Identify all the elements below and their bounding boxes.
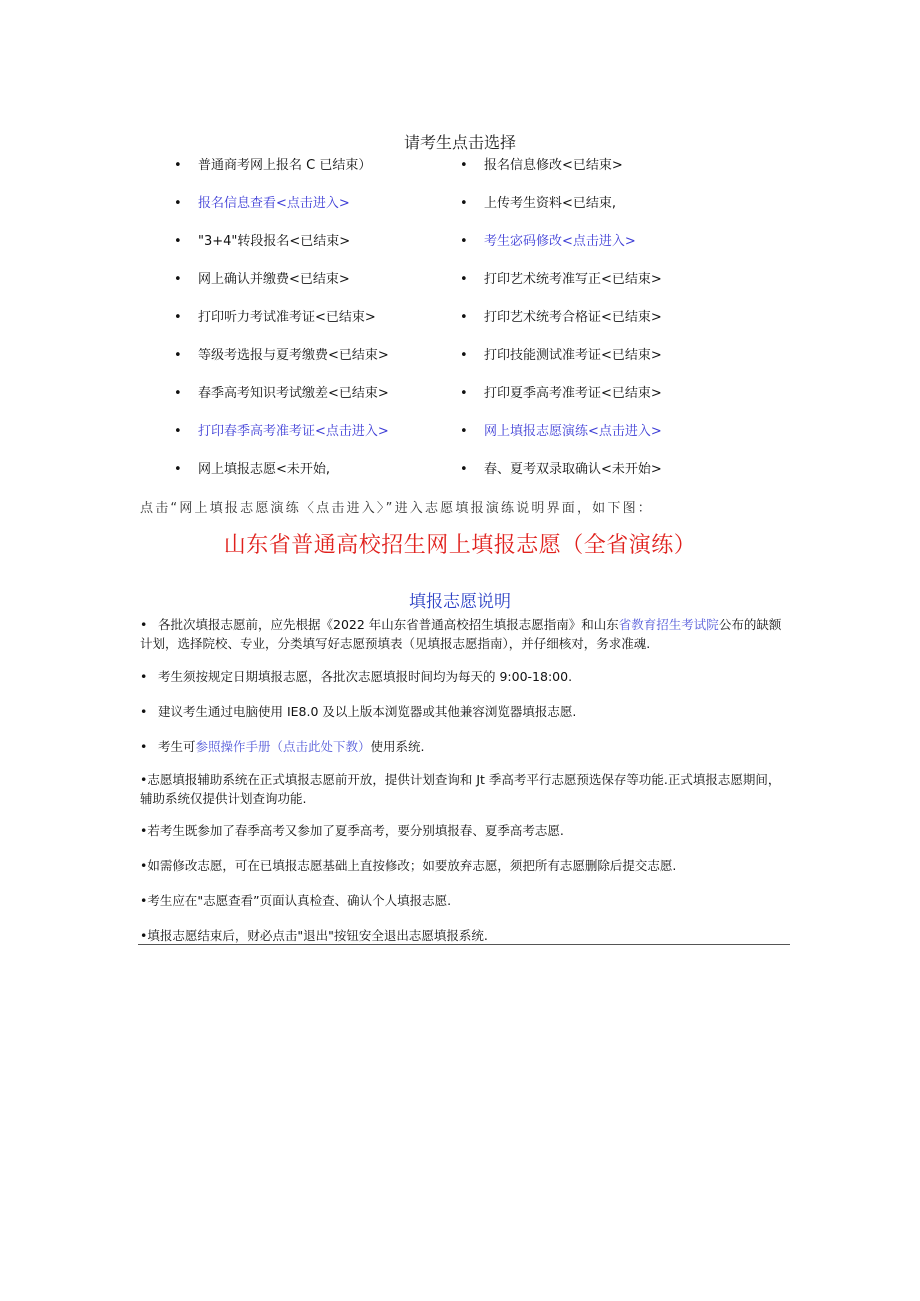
bullet-icon: • bbox=[460, 424, 468, 439]
menu-item-left-7 bbox=[174, 385, 389, 403]
menu-item-left-5 bbox=[174, 309, 376, 327]
menu-item-right-1 bbox=[460, 157, 623, 175]
menu-item-label: 春季高考知识考试缴差<已结束> bbox=[198, 386, 389, 401]
menu-item-left-8[interactable] bbox=[174, 423, 389, 441]
bullet-icon: • bbox=[460, 196, 468, 211]
bullet-icon: • bbox=[460, 386, 468, 401]
bullet-icon: • bbox=[460, 272, 468, 287]
menu-item-left-3 bbox=[174, 233, 351, 251]
menu-item-left-4 bbox=[174, 271, 350, 289]
note-text: 公布的缺额计划，选择院校、专业，分类填写好志愿预填表（见填报志愿指南），并仔细核对，务求准魂. bbox=[140, 617, 782, 651]
menu-item-right-6 bbox=[460, 347, 662, 365]
menu-item-right-9 bbox=[460, 461, 662, 479]
page-title: 请考生点击选择 bbox=[403, 133, 516, 152]
menu-item-right-7 bbox=[460, 385, 662, 403]
bullet-icon: • bbox=[174, 462, 182, 477]
manual-download-link[interactable]: 参照操作手册（点击此处下教） bbox=[195, 739, 371, 754]
menu-item-label: 网上填报志愿演练<点击进入> bbox=[484, 424, 662, 439]
menu-item-left-9 bbox=[174, 461, 331, 479]
menu-item-label: 打印艺术统考准写正<已结束> bbox=[484, 272, 662, 287]
menu-item-label: 网上确认并缴费<已结束> bbox=[198, 272, 350, 287]
menu-item-label: 考生宓码修改<点击进入> bbox=[484, 234, 636, 249]
menu-item-label: 普通商考网上报名 C 已结束） bbox=[198, 158, 372, 173]
note-item: •志愿填报辅助系统在正式填报志愿前开放，提供计划查询和 Jt 季高考平行志愿预选保存等功能.正式填报志愿期间，辅助系统仅提供计划查询功能. bbox=[140, 772, 781, 806]
intro-instruction: 点击“网上填报志愿演练〈点击进入〉”进入志愿填报演练说明界面，如下图： bbox=[140, 501, 653, 516]
exam-institute-link[interactable]: 省教育招生考试院 bbox=[618, 617, 719, 632]
note-item bbox=[140, 615, 790, 653]
menu-item-right-5 bbox=[460, 309, 662, 327]
bullet-icon: • bbox=[174, 272, 182, 287]
notes-title: 填报志愿说明 bbox=[409, 592, 511, 612]
bullet-icon: • bbox=[140, 704, 148, 719]
menu-item-label: 打印技能测试准考证<已结束> bbox=[484, 348, 662, 363]
bullet-icon: • bbox=[140, 669, 148, 684]
menu-item-label: "3+4"转段报名<已结束> bbox=[198, 234, 351, 249]
main-title: 山东省普通高校招生网上填报志愿（全省演练） bbox=[223, 533, 697, 558]
menu-item-label: 上传考生资料<已结束, bbox=[484, 196, 617, 211]
note-text: 考生须按规定日期填报志愿，各批次志愿填报时间均为每天的 9:00-18:00. bbox=[158, 669, 573, 684]
bullet-icon: • bbox=[174, 234, 182, 249]
note-item: •填报志愿结束后，财必点击"退出"按钮安全退出志愿填报系统. bbox=[140, 928, 488, 943]
note-item: •若考生既参加了春季高考又参加了夏季高考，要分别填报春、夏季高考志愿. bbox=[140, 823, 564, 838]
bullet-icon: • bbox=[460, 234, 468, 249]
menu-item-label: 打印夏季高考准考证<已结束> bbox=[484, 386, 662, 401]
menu-item-right-2 bbox=[460, 195, 617, 213]
bottom-divider bbox=[138, 944, 790, 945]
menu-item-left-6 bbox=[174, 347, 389, 365]
menu-item-label: 打印听力考试准考证<已结束> bbox=[198, 310, 376, 325]
note-text: 建议考生通过电脑使用 IE8.0 及以上版本浏览器或其他兼容浏览器填报志愿. bbox=[158, 704, 577, 719]
bullet-icon: • bbox=[140, 739, 148, 754]
note-item bbox=[140, 737, 790, 756]
menu-item-left-1 bbox=[174, 157, 372, 175]
note-item: •如需修改志愿，可在已填报志愿基础上直按修改；如要放弃志愿，须把所有志愿删除后提交志愿. bbox=[140, 858, 677, 873]
bullet-icon: • bbox=[174, 386, 182, 401]
bullet-icon: • bbox=[460, 462, 468, 477]
bullet-icon: • bbox=[460, 348, 468, 363]
menu-item-label: 报名信息修改<已结束> bbox=[484, 158, 623, 173]
bullet-icon: • bbox=[460, 158, 468, 173]
note-text: 使用系统. bbox=[370, 739, 425, 754]
note-text: 考生可 bbox=[158, 739, 196, 754]
menu-item-label: 网上填报志愿<未开始, bbox=[198, 462, 331, 477]
note-item bbox=[140, 702, 790, 721]
note-item bbox=[140, 667, 790, 686]
menu-item-right-4 bbox=[460, 271, 662, 289]
bullet-icon: • bbox=[174, 196, 182, 211]
menu-item-left-2[interactable] bbox=[174, 195, 350, 213]
menu-item-label: 报名信息查看<点击进入> bbox=[198, 196, 350, 211]
bullet-icon: • bbox=[174, 424, 182, 439]
bullet-icon: • bbox=[140, 617, 148, 632]
bullet-icon: • bbox=[174, 348, 182, 363]
menu-item-label: 打印艺术统考合格证<已结束> bbox=[484, 310, 662, 325]
note-text: 各批次填报志愿前，应先根据《2022 年山东省普通高校招生填报志愿指南》和山东 bbox=[158, 617, 619, 632]
bullet-icon: • bbox=[174, 158, 182, 173]
menu-item-label: 等级考选报与夏考缴费<已结束> bbox=[198, 348, 389, 363]
bullet-icon: • bbox=[174, 310, 182, 325]
menu-item-label: 打印春季高考准考证<点击进入> bbox=[198, 424, 389, 439]
menu-item-right-3[interactable] bbox=[460, 233, 636, 251]
bullet-icon: • bbox=[460, 310, 468, 325]
note-item: •考生应在"志愿查看”页面认真检查、确认个人填报志愿. bbox=[140, 893, 452, 908]
menu-item-label: 春、夏考双录取确认<未开始> bbox=[484, 462, 662, 477]
menu-item-right-8[interactable] bbox=[460, 423, 662, 441]
